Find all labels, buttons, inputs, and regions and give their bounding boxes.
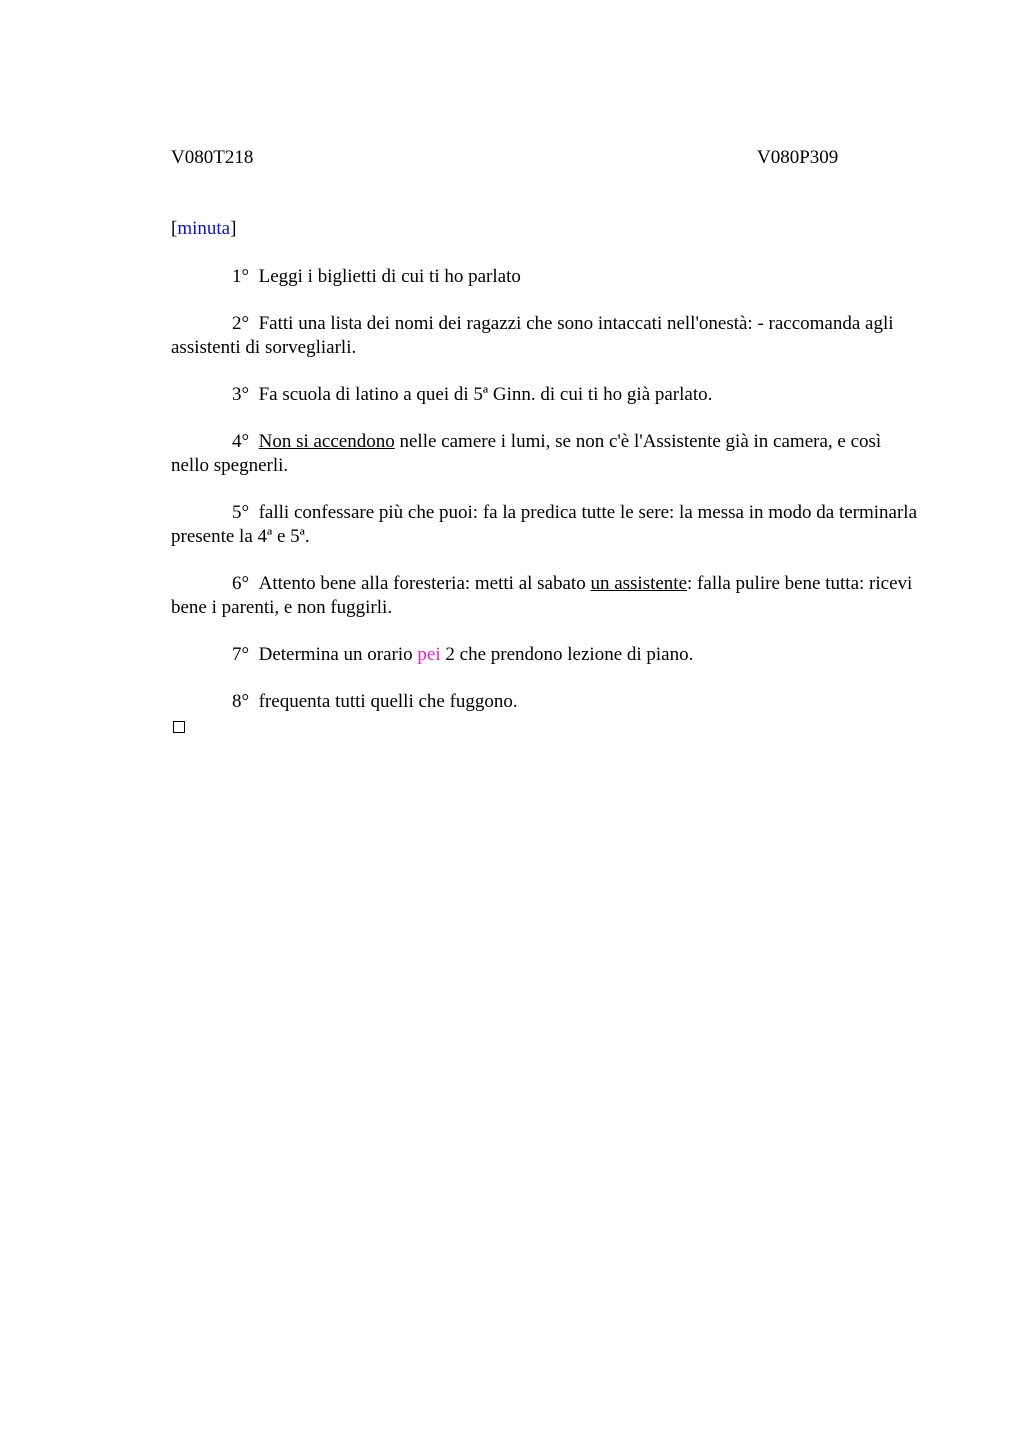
item-number: 6°: [232, 573, 250, 594]
list-item-1: [171, 265, 923, 289]
document-code-right: V080P309: [757, 147, 839, 168]
underlined-phrase: Non si accendono: [258, 431, 395, 452]
item-text: Leggi i biglietti di cui ti ho parlato: [258, 266, 521, 287]
item-text-after: : falla pulire bene tutta: ricevi bene i parenti, e non fuggirli.: [171, 573, 913, 618]
close-bracket: ]: [230, 218, 237, 239]
item-number: 1°: [232, 266, 250, 287]
minuta-link[interactable]: minuta: [177, 218, 231, 239]
list-item-8: [171, 690, 923, 714]
item-number: 8°: [232, 691, 250, 712]
item-text-before: Determina un orario: [258, 644, 418, 665]
item-text-before: Attento bene alla foresteria: metti al sabato: [258, 573, 591, 594]
item-number: 7°: [232, 644, 250, 665]
item-number: 3°: [232, 384, 250, 405]
item-number: 4°: [232, 431, 250, 452]
square-box-icon: [173, 721, 185, 733]
underlined-phrase: un assistente: [590, 573, 688, 594]
list-item-3: [171, 383, 923, 407]
item-text: nelle camere i lumi, se non c'è l'Assistente già in camera, e così nello spegnerli.: [171, 431, 882, 476]
list-item-4: [171, 430, 923, 478]
list-item-5: [171, 501, 923, 549]
list-item-2: [171, 312, 923, 360]
item-text: Fatti una lista dei nomi dei ragazzi che sono intaccati nell'onestà: - raccomanda agli assistenti di sorvegliarli.: [171, 313, 894, 358]
minuta-note: [171, 217, 236, 241]
list-item-6: [171, 572, 923, 620]
instruction-list: [171, 265, 923, 737]
highlighted-word[interactable]: pei: [417, 644, 441, 665]
item-text: Fa scuola di latino a quei di 5ª Ginn. di cui ti ho già parlato.: [258, 384, 713, 405]
item-number: 5°: [232, 502, 250, 523]
open-bracket: [: [171, 218, 178, 239]
item-number: 2°: [232, 313, 250, 334]
list-item-7: [171, 643, 923, 667]
item-text: frequenta tutti quelli che fuggono.: [258, 691, 518, 712]
document-code-left: V080T218: [171, 147, 254, 168]
item-text-after: 2 che prendono lezione di piano.: [440, 644, 694, 665]
item-text: falli confessare più che puoi: fa la predica tutte le sere: la messa in modo da terminarla presente la 4ª e 5ª.: [171, 502, 918, 547]
